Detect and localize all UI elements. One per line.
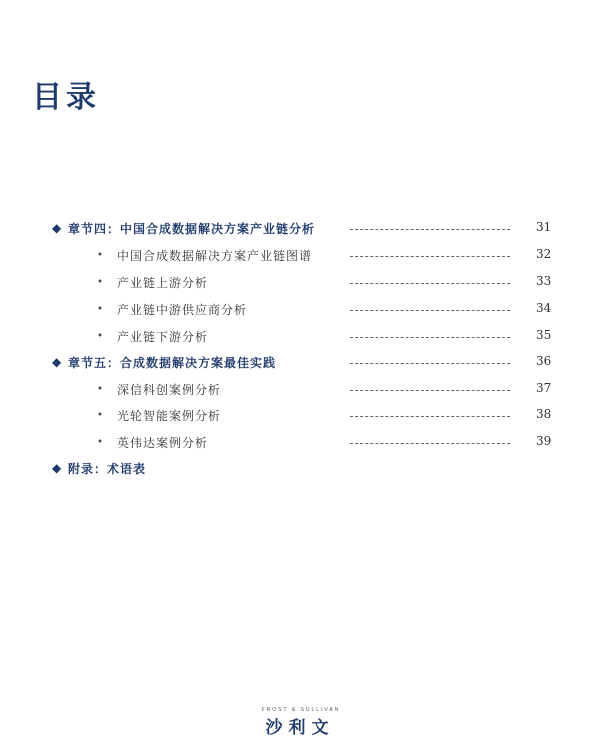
toc-page-number: 39	[536, 434, 552, 448]
toc-item[interactable]	[0, 301, 601, 321]
toc-page-number: 36	[536, 354, 552, 368]
toc-label: 章节五：合成数据解决方案最佳实践	[68, 356, 277, 370]
toc-page-number: 31	[536, 220, 552, 234]
toc-label: 深信科创案例分析	[117, 383, 222, 397]
toc-page-number: 32	[536, 247, 552, 261]
toc-page-number: 38	[536, 407, 552, 421]
dot-leader	[350, 363, 510, 364]
diamond-icon: ◆	[52, 221, 62, 235]
bullet-icon: •	[97, 331, 103, 342]
toc-page-number: 35	[536, 328, 552, 342]
bullet-icon: •	[97, 250, 103, 261]
dot-leader	[350, 283, 510, 284]
bullet-icon: •	[97, 437, 103, 448]
dot-leader	[350, 310, 510, 311]
toc-page-number: 34	[536, 301, 552, 315]
dot-leader	[350, 390, 510, 391]
toc-item[interactable]	[0, 328, 601, 348]
toc-label: 产业链下游分析	[117, 330, 209, 344]
toc-item[interactable]	[0, 274, 601, 294]
dot-leader	[350, 256, 510, 257]
toc-page-number: 37	[536, 381, 552, 395]
footer-logo-chinese: 沙利文	[265, 718, 335, 738]
bullet-icon: •	[97, 277, 103, 288]
bullet-icon: •	[97, 304, 103, 315]
toc-label: 章节四：中国合成数据解决方案产业链分析	[68, 222, 316, 236]
toc-item[interactable]	[0, 407, 601, 427]
toc-chapter-5[interactable]	[0, 354, 601, 374]
footer-logo-english: FROST & SULLIVAN	[261, 707, 341, 713]
toc-label: 附录：术语表	[68, 462, 147, 476]
dot-leader	[350, 443, 510, 444]
toc-label: 产业链中游供应商分析	[117, 303, 248, 317]
toc-item[interactable]	[0, 381, 601, 401]
diamond-icon: ◆	[52, 355, 62, 369]
page-title: 目录	[32, 80, 100, 115]
bullet-icon: •	[97, 384, 103, 395]
toc-appendix[interactable]	[0, 460, 601, 480]
toc-item[interactable]	[0, 434, 601, 454]
toc-label: 光轮智能案例分析	[117, 409, 222, 423]
dot-leader	[350, 337, 510, 338]
toc-label: 产业链上游分析	[117, 276, 209, 290]
diamond-icon: ◆	[52, 461, 62, 475]
dot-leader	[350, 416, 510, 417]
toc-chapter-4[interactable]	[0, 220, 601, 240]
toc-page-number: 33	[536, 274, 552, 288]
dot-leader	[350, 229, 510, 230]
toc-item[interactable]	[0, 247, 601, 267]
toc-label: 英伟达案例分析	[117, 436, 209, 450]
toc-label: 中国合成数据解决方案产业链图谱	[117, 249, 313, 263]
bullet-icon: •	[97, 410, 103, 421]
